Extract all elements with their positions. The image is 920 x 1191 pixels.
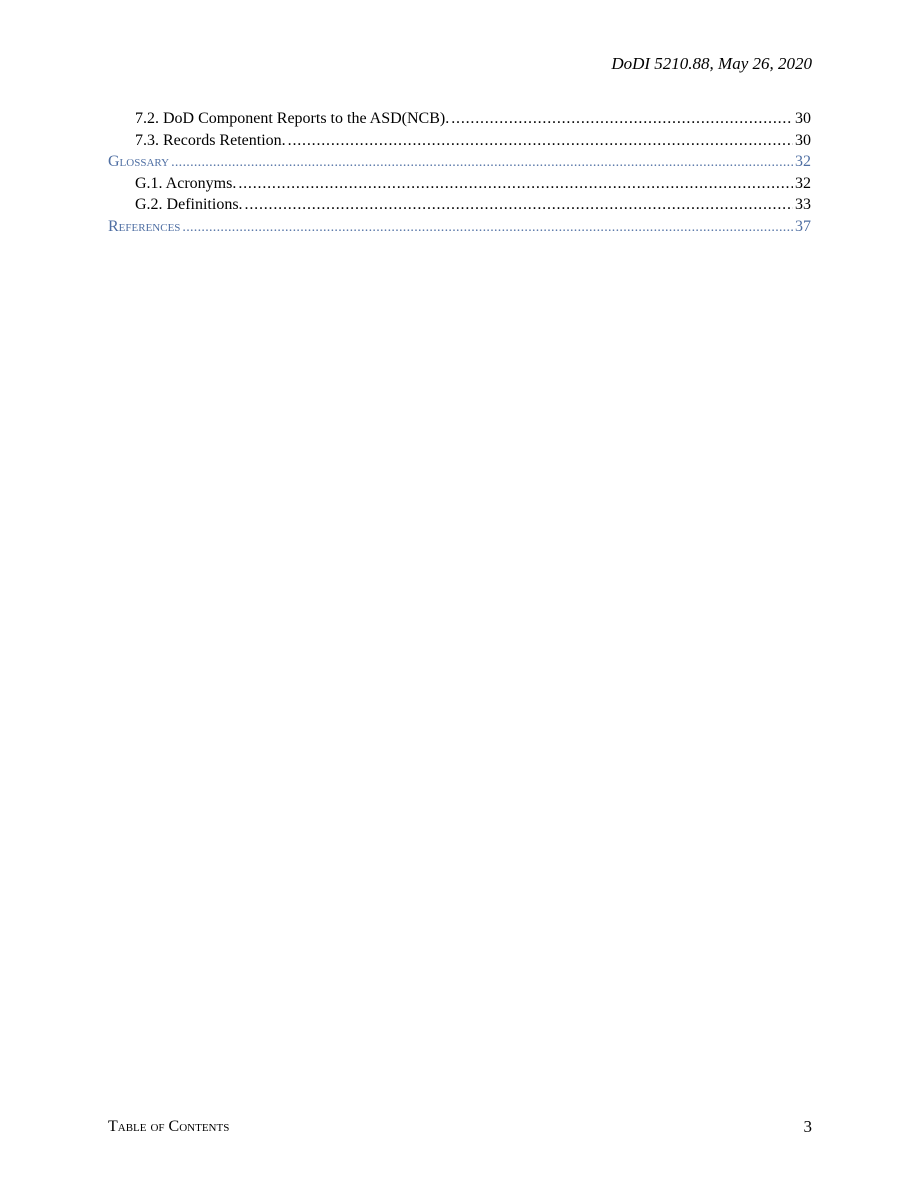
toc-entry-label: G.1. Acronyms. bbox=[135, 174, 237, 192]
toc-entry-references[interactable] bbox=[108, 216, 811, 238]
toc-leader-dots bbox=[171, 152, 793, 174]
toc-entry-page: 32 bbox=[795, 174, 811, 192]
toc-entry-page: 33 bbox=[795, 196, 811, 213]
toc-leader-dots bbox=[451, 108, 793, 130]
document-reference-header: DoDI 5210.88, May 26, 2020 bbox=[611, 54, 812, 73]
toc-entry-label: G.2. Definitions. bbox=[135, 196, 243, 213]
table-of-contents bbox=[108, 108, 811, 237]
toc-entry-label: Glossary bbox=[108, 153, 170, 170]
toc-entry-glossary[interactable] bbox=[108, 151, 811, 173]
toc-entry-7-3[interactable] bbox=[108, 130, 811, 152]
toc-entry-page: 37 bbox=[795, 217, 811, 235]
toc-entry-label: References bbox=[108, 217, 181, 235]
toc-entry-label: 7.3. Records Retention. bbox=[135, 131, 286, 149]
toc-entry-page: 30 bbox=[795, 131, 811, 149]
toc-entry-page: 32 bbox=[795, 153, 811, 170]
toc-leader-dots bbox=[182, 217, 793, 239]
toc-leader-dots bbox=[288, 130, 793, 152]
footer-section-title: Table of Contents bbox=[108, 1118, 230, 1135]
toc-leader-dots bbox=[238, 173, 793, 195]
toc-entry-7-2[interactable] bbox=[108, 108, 811, 130]
toc-entry-label: 7.2. DoD Component Reports to the ASD(NCB). bbox=[135, 110, 450, 127]
toc-entry-page: 30 bbox=[795, 110, 811, 127]
toc-entry-g-2[interactable] bbox=[108, 194, 811, 216]
footer-page-number: 3 bbox=[803, 1117, 812, 1136]
toc-leader-dots bbox=[245, 194, 793, 216]
toc-entry-g-1[interactable] bbox=[108, 173, 811, 195]
